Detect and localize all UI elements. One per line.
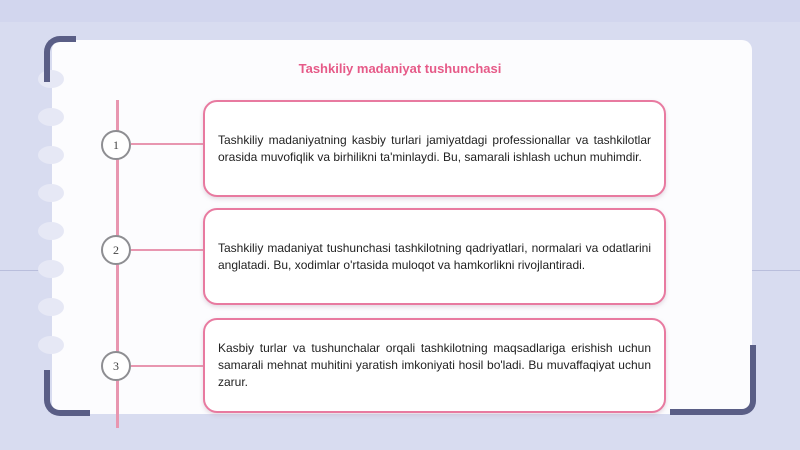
step-number-badge: 3 — [101, 351, 131, 381]
notebook-hole — [38, 222, 64, 240]
notebook-hole — [38, 184, 64, 202]
step-number-badge: 2 — [101, 235, 131, 265]
step-text: Tashkiliy madaniyat tushunchasi tashkilotning qadriyatlari, normalari va odatlarini anglatadi. Bu, xodimlar o'rtasida muloqot va hamkorlikni rivojlantiradi. — [218, 240, 651, 272]
step-box — [203, 100, 666, 197]
step-text: Kasbiy turlar va tushunchalar orqali tashkilotning maqsadlariga erishish uchun samarali mehnat muhitini yaratish imkoniyati hosil bo'ladi. Bu muvaffaqiyat uchun zarur. — [218, 341, 651, 389]
corner-bracket-top-left — [44, 36, 76, 82]
step-text: Tashkiliy madaniyatning kasbiy turlari jamiyatdagi professionallar va tashkilotlar orasida muvofiqlik va birhilikni ta'minlaydi. Bu, samarali ishlash uchun muhimdir. — [218, 132, 651, 164]
notebook-hole — [38, 108, 64, 126]
step-number-badge: 1 — [101, 130, 131, 160]
background-top-stripe — [0, 0, 800, 22]
step-box — [203, 318, 666, 413]
step-connector — [131, 249, 203, 251]
notebook-hole — [38, 260, 64, 278]
corner-bracket-bottom-left — [44, 370, 90, 416]
corner-bracket-bottom-right — [670, 345, 756, 415]
step-connector — [131, 365, 203, 367]
slide-title: Tashkiliy madaniyat tushunchasi — [298, 61, 502, 76]
notebook-hole — [38, 336, 64, 354]
step-box — [203, 208, 666, 305]
step-connector — [131, 143, 203, 145]
notebook-hole — [38, 298, 64, 316]
notebook-hole — [38, 146, 64, 164]
